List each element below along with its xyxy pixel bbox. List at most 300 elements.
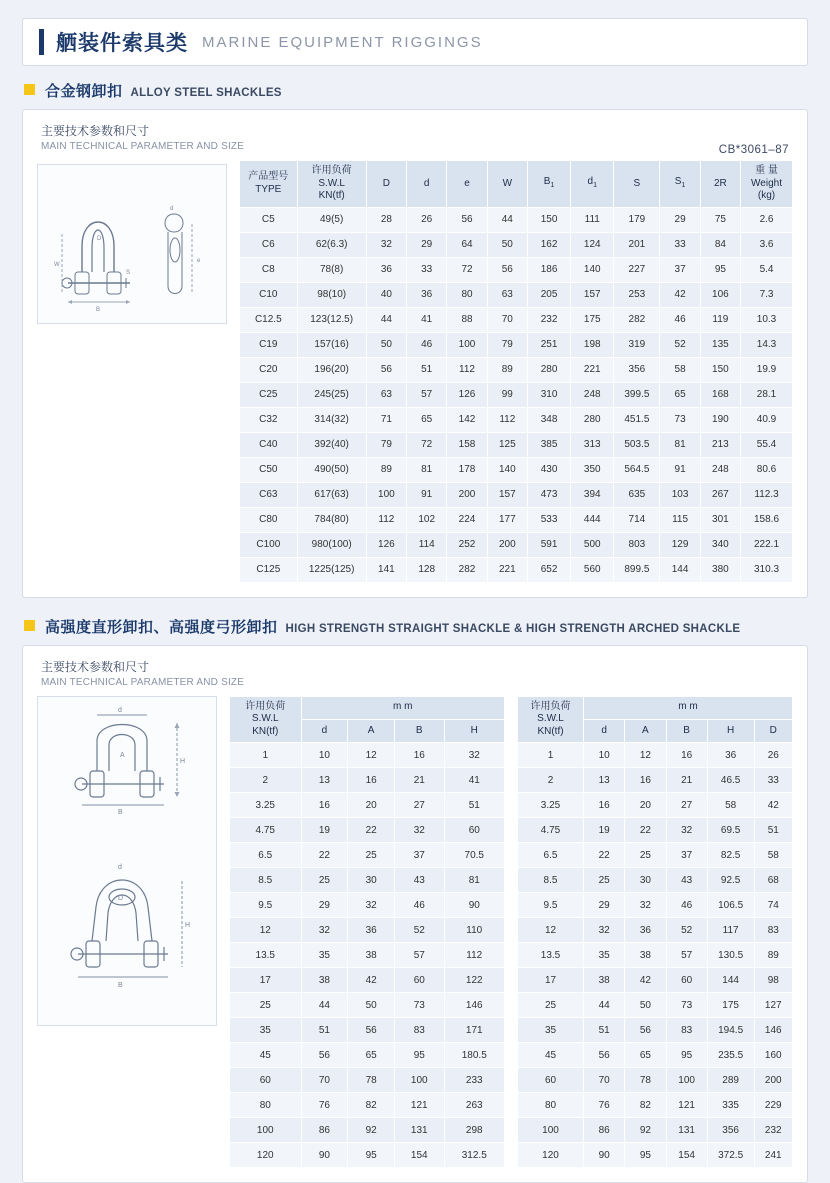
table-cell: 235.5 (707, 1043, 754, 1068)
table-cell: 32 (666, 818, 707, 843)
table-cell: 92.5 (707, 868, 754, 893)
col-d: d (407, 161, 447, 208)
table-cell: 12 (230, 918, 302, 943)
table-cell: C100 (240, 532, 298, 557)
table-cell: 100 (395, 1068, 445, 1093)
table-cell: 280 (527, 357, 570, 382)
table-cell: C10 (240, 282, 298, 307)
table-cell: 298 (444, 1118, 505, 1143)
table-cell: 157(16) (297, 332, 366, 357)
table-row (230, 743, 505, 768)
svg-text:H: H (180, 758, 185, 765)
table-cell: 106 (700, 282, 740, 307)
high-strength-shackle-drawings (37, 696, 217, 1026)
svg-text:d: d (118, 864, 122, 871)
col-B-right: B (666, 719, 707, 742)
table-cell: 129 (660, 532, 700, 557)
arched-shackle-table (517, 696, 793, 1169)
table-cell: C5 (240, 207, 298, 232)
table-cell: 33 (660, 232, 700, 257)
table-cell: 144 (707, 968, 754, 993)
table-row (230, 793, 505, 818)
table-cell: 21 (395, 768, 445, 793)
table-row (518, 1068, 793, 1093)
table-cell: C12.5 (240, 307, 298, 332)
table-cell: 60 (444, 818, 505, 843)
page-title-en: MARINE EQUIPMENT RIGGINGS (202, 34, 483, 51)
table-cell: 50 (348, 993, 395, 1018)
table-cell: 205 (527, 282, 570, 307)
table-cell: 714 (614, 507, 660, 532)
table-cell: 27 (395, 793, 445, 818)
table-cell: 44 (487, 207, 527, 232)
table-cell: 92 (625, 1118, 666, 1143)
svg-text:H: H (185, 922, 190, 929)
table-cell: 20 (348, 793, 395, 818)
table-cell: 35 (301, 943, 348, 968)
table-cell: 88 (447, 307, 487, 332)
table-row (230, 918, 505, 943)
table-cell: 90 (301, 1143, 348, 1168)
table-cell: 98 (754, 968, 793, 993)
table-cell: 30 (625, 868, 666, 893)
table-cell: 56 (348, 1018, 395, 1043)
table-cell: 95 (395, 1043, 445, 1068)
table-cell: 52 (660, 332, 700, 357)
table-cell: 25 (518, 993, 584, 1018)
table-cell: 38 (625, 943, 666, 968)
table-cell: 50 (487, 232, 527, 257)
table-cell: 310 (527, 382, 570, 407)
table-cell: 200 (754, 1068, 793, 1093)
table-cell: 32 (395, 818, 445, 843)
table-cell: 38 (348, 943, 395, 968)
table-cell: 380 (700, 557, 740, 582)
table-cell: 46 (407, 332, 447, 357)
table-row (230, 868, 505, 893)
table-cell: 56 (584, 1043, 625, 1068)
section1-param-en: MAIN TECHNICAL PARAMETER AND SIZE (41, 141, 793, 152)
table-cell: 22 (625, 818, 666, 843)
table-row (518, 868, 793, 893)
table-cell: 9.5 (230, 893, 302, 918)
table-row (518, 768, 793, 793)
table-cell: 46 (395, 893, 445, 918)
table-cell: 12 (348, 743, 395, 768)
table-cell: 63 (487, 282, 527, 307)
high-strength-tables (229, 696, 793, 1169)
svg-text:d: d (118, 707, 122, 714)
table-cell: 32 (625, 893, 666, 918)
table-cell: 12 (518, 918, 584, 943)
table-cell: 43 (666, 868, 707, 893)
table-cell: 81 (444, 868, 505, 893)
table-row (230, 1043, 505, 1068)
table-cell: 160 (754, 1043, 793, 1068)
table-cell: 81 (660, 432, 700, 457)
straight-shackle-table (229, 696, 505, 1169)
table-cell: 21 (666, 768, 707, 793)
table-cell: 120 (518, 1143, 584, 1168)
table-cell: 51 (754, 818, 793, 843)
table-cell: 150 (527, 207, 570, 232)
table-cell: 72 (447, 257, 487, 282)
table-cell: 490(50) (297, 457, 366, 482)
table-cell: 1225(125) (297, 557, 366, 582)
table-row (230, 943, 505, 968)
table-cell: 51 (444, 793, 505, 818)
table-cell: 50 (625, 993, 666, 1018)
table-cell: 52 (666, 918, 707, 943)
table-cell: 99 (487, 382, 527, 407)
section2-body (37, 696, 793, 1169)
table-cell: 83 (395, 1018, 445, 1043)
table-cell: 17 (230, 968, 302, 993)
bullet-square-icon (24, 84, 35, 95)
table-cell: 70.5 (444, 843, 505, 868)
table-cell: 392(40) (297, 432, 366, 457)
table-cell: 65 (407, 407, 447, 432)
col-swl: 许用负荷 S.W.L KN(tf) (297, 161, 366, 208)
table-cell: 71 (366, 407, 406, 432)
table-cell: 79 (366, 432, 406, 457)
table-cell: 310.3 (741, 557, 793, 582)
table-cell: 45 (518, 1043, 584, 1068)
table-cell: 2.6 (741, 207, 793, 232)
table-cell: 162 (527, 232, 570, 257)
table-row (240, 357, 793, 382)
table-cell: 70 (487, 307, 527, 332)
table-cell: 69.5 (707, 818, 754, 843)
table-cell: 89 (754, 943, 793, 968)
table-row (240, 282, 793, 307)
table-cell: 56 (366, 357, 406, 382)
table-cell: 19 (584, 818, 625, 843)
table-cell: 111 (571, 207, 614, 232)
table-cell: 248 (571, 382, 614, 407)
table-cell: 110 (444, 918, 505, 943)
table-cell: 444 (571, 507, 614, 532)
svg-text:A: A (120, 752, 125, 759)
table-cell: 10.3 (741, 307, 793, 332)
table-cell: 128 (407, 557, 447, 582)
table-row (518, 918, 793, 943)
col-S: S (614, 161, 660, 208)
table-cell: 385 (527, 432, 570, 457)
table-cell: 41 (444, 768, 505, 793)
alloy-table-body (240, 207, 793, 582)
table-cell: 560 (571, 557, 614, 582)
table-cell: 90 (444, 893, 505, 918)
table-row (518, 818, 793, 843)
table-row (240, 257, 793, 282)
table-row (230, 768, 505, 793)
table-cell: 90 (584, 1143, 625, 1168)
table-cell: 76 (301, 1093, 348, 1118)
table-cell: 232 (527, 307, 570, 332)
table-row (230, 1118, 505, 1143)
col-e: e (447, 161, 487, 208)
table-cell: 399.5 (614, 382, 660, 407)
table-cell: 56 (301, 1043, 348, 1068)
table-cell: 7.3 (741, 282, 793, 307)
table-cell: 45 (230, 1043, 302, 1068)
table-cell: 102 (407, 507, 447, 532)
table-cell: 335 (707, 1093, 754, 1118)
table-cell: 73 (660, 407, 700, 432)
section2-title-en: HIGH STRENGTH STRAIGHT SHACKLE & HIGH STRENGTH ARCHED SHACKLE (286, 623, 741, 635)
table-cell: 222.1 (741, 532, 793, 557)
table-cell: 248 (700, 457, 740, 482)
col-d1: $d_1$ (571, 161, 614, 208)
table-cell: 86 (301, 1118, 348, 1143)
table-cell: 146 (754, 1018, 793, 1043)
table-cell: 154 (395, 1143, 445, 1168)
table-cell: 13.5 (230, 943, 302, 968)
table-row (230, 843, 505, 868)
table-cell: 227 (614, 257, 660, 282)
table-cell: 126 (366, 532, 406, 557)
col-type: 产品型号 TYPE (240, 161, 298, 208)
table-cell: 29 (584, 893, 625, 918)
table-cell: 29 (301, 893, 348, 918)
table-cell: 8.5 (230, 868, 302, 893)
table-cell: 82 (625, 1093, 666, 1118)
table-cell: 158 (447, 432, 487, 457)
table-cell: 42 (660, 282, 700, 307)
section-title-high-strength-shackles (24, 616, 808, 637)
table-cell: C50 (240, 457, 298, 482)
table-cell: 58 (754, 843, 793, 868)
table-cell: 131 (666, 1118, 707, 1143)
col-2R: 2R (700, 161, 740, 208)
table-cell: 51 (584, 1018, 625, 1043)
table-cell: 36 (366, 257, 406, 282)
table-cell: 46 (660, 307, 700, 332)
table-cell: 1 (230, 743, 302, 768)
table-cell: 652 (527, 557, 570, 582)
table-cell: 282 (614, 307, 660, 332)
table-cell: 37 (666, 843, 707, 868)
table-cell: 112 (444, 943, 505, 968)
section1-param-cn: 主要技术参数和尺寸 (41, 122, 793, 139)
table-cell: 89 (366, 457, 406, 482)
table-cell: 201 (614, 232, 660, 257)
table-cell: 100 (230, 1118, 302, 1143)
table-cell: 233 (444, 1068, 505, 1093)
table-cell: 60 (666, 968, 707, 993)
table-cell: 65 (660, 382, 700, 407)
table-cell: 33 (407, 257, 447, 282)
table-cell: 13 (584, 768, 625, 793)
table-cell: 16 (301, 793, 348, 818)
table-cell: 89 (487, 357, 527, 382)
table-cell: 36 (407, 282, 447, 307)
table-cell: 348 (527, 407, 570, 432)
table-cell: 68 (754, 868, 793, 893)
table-cell: 27 (666, 793, 707, 818)
col-B1: $B_1$ (527, 161, 570, 208)
alloy-steel-shackle-drawing (37, 164, 227, 324)
col-mm-right: m m (584, 696, 793, 719)
table-cell: 154 (666, 1143, 707, 1168)
table-cell: 190 (700, 407, 740, 432)
table-cell: C63 (240, 482, 298, 507)
page-title: 舾装件索具类 (56, 27, 188, 57)
table-cell: 74 (754, 893, 793, 918)
table-cell: 58 (707, 793, 754, 818)
table-cell: C19 (240, 332, 298, 357)
table-cell: 65 (625, 1043, 666, 1068)
table-cell: 350 (571, 457, 614, 482)
table-cell: 80.6 (741, 457, 793, 482)
svg-text:W: W (54, 262, 60, 268)
table-row (518, 1043, 793, 1068)
table-cell: 26 (407, 207, 447, 232)
table-cell: C25 (240, 382, 298, 407)
table-cell: 6.5 (518, 843, 584, 868)
table-cell: 37 (660, 257, 700, 282)
table-cell: 13.5 (518, 943, 584, 968)
table-cell: 253 (614, 282, 660, 307)
table-cell: 38 (584, 968, 625, 993)
table-cell: 122 (444, 968, 505, 993)
table-cell: 98(10) (297, 282, 366, 307)
table-cell: 803 (614, 532, 660, 557)
table-cell: 95 (348, 1143, 395, 1168)
table-cell: 200 (487, 532, 527, 557)
table-cell: 44 (366, 307, 406, 332)
table-cell: 158.6 (741, 507, 793, 532)
table-row (240, 382, 793, 407)
table-cell: 19.9 (741, 357, 793, 382)
table-cell: 340 (700, 532, 740, 557)
col-d-right: d (584, 719, 625, 742)
table-cell: 3.6 (741, 232, 793, 257)
table-cell: 72 (407, 432, 447, 457)
svg-text:D: D (118, 895, 123, 902)
svg-text:B: B (118, 809, 123, 816)
table-cell: 2 (518, 768, 584, 793)
table-row (518, 993, 793, 1018)
table-row (230, 1068, 505, 1093)
table-cell: 503.5 (614, 432, 660, 457)
table-cell: 175 (571, 307, 614, 332)
table-cell: 171 (444, 1018, 505, 1043)
table-cell: 44 (301, 993, 348, 1018)
table-cell: 63 (366, 382, 406, 407)
straight-table-body (230, 743, 505, 1168)
table-cell: 3.25 (230, 793, 302, 818)
table-cell: 564.5 (614, 457, 660, 482)
table-cell: 251 (527, 332, 570, 357)
table-cell: 9.5 (518, 893, 584, 918)
table-cell: 32 (444, 743, 505, 768)
table-cell: 112 (487, 407, 527, 432)
table-cell: 267 (700, 482, 740, 507)
table-cell: 252 (447, 532, 487, 557)
table-cell: C6 (240, 232, 298, 257)
table-cell: 245(25) (297, 382, 366, 407)
table-cell: 500 (571, 532, 614, 557)
table-cell: 114 (407, 532, 447, 557)
table-cell: 150 (700, 357, 740, 382)
table-cell: 83 (754, 918, 793, 943)
table-cell: 32 (584, 918, 625, 943)
table-cell: 16 (625, 768, 666, 793)
table-cell: C125 (240, 557, 298, 582)
table-cell: 79 (487, 332, 527, 357)
table-cell: 115 (660, 507, 700, 532)
table-cell: 177 (487, 507, 527, 532)
table-cell: 4.75 (518, 818, 584, 843)
table-cell: 84 (700, 232, 740, 257)
table-cell: 76 (584, 1093, 625, 1118)
table-cell: 17 (518, 968, 584, 993)
col-A-left: A (348, 719, 395, 742)
table-cell: 142 (447, 407, 487, 432)
table-row (518, 843, 793, 868)
svg-text:D: D (97, 236, 102, 242)
table-cell: 617(63) (297, 482, 366, 507)
col-B-left: B (395, 719, 445, 742)
col-H-right: H (707, 719, 754, 742)
table-cell: 157 (487, 482, 527, 507)
table-cell: 175 (707, 993, 754, 1018)
table-cell: 313 (571, 432, 614, 457)
table-cell: 35 (230, 1018, 302, 1043)
table-cell: 112 (447, 357, 487, 382)
table-cell: 10 (301, 743, 348, 768)
table-row (240, 532, 793, 557)
col-swl-right: 许用负荷 S.W.L KN(tf) (518, 696, 584, 743)
table-cell: 25 (230, 993, 302, 1018)
table-cell: 120 (230, 1143, 302, 1168)
table-cell: 635 (614, 482, 660, 507)
table-cell: 73 (395, 993, 445, 1018)
table-cell: 46.5 (707, 768, 754, 793)
table-cell: 33 (754, 768, 793, 793)
table-cell: 38 (301, 968, 348, 993)
table-cell: 19 (301, 818, 348, 843)
table-row (230, 818, 505, 843)
table-cell: 141 (366, 557, 406, 582)
table-cell: 146 (444, 993, 505, 1018)
col-D: D (366, 161, 406, 208)
section1-panel (22, 109, 808, 598)
table-cell: 32 (301, 918, 348, 943)
table-cell: 112 (366, 507, 406, 532)
section2-param-en: MAIN TECHNICAL PARAMETER AND SIZE (41, 677, 793, 688)
table-cell: 168 (700, 382, 740, 407)
table-cell: 14.3 (741, 332, 793, 357)
table-cell: 36 (707, 743, 754, 768)
table-cell: 81 (407, 457, 447, 482)
table-cell: 100 (366, 482, 406, 507)
alloy-steel-shackle-table (239, 160, 793, 583)
table-cell: C20 (240, 357, 298, 382)
table-cell: 119 (700, 307, 740, 332)
table-cell: 28 (366, 207, 406, 232)
table-cell: 32 (366, 232, 406, 257)
table-cell: 64 (447, 232, 487, 257)
table-cell: 224 (447, 507, 487, 532)
table-cell: 26 (754, 743, 793, 768)
table-row (240, 557, 793, 582)
col-d-left: d (301, 719, 348, 742)
table-cell: 57 (407, 382, 447, 407)
table-cell: 25 (625, 843, 666, 868)
